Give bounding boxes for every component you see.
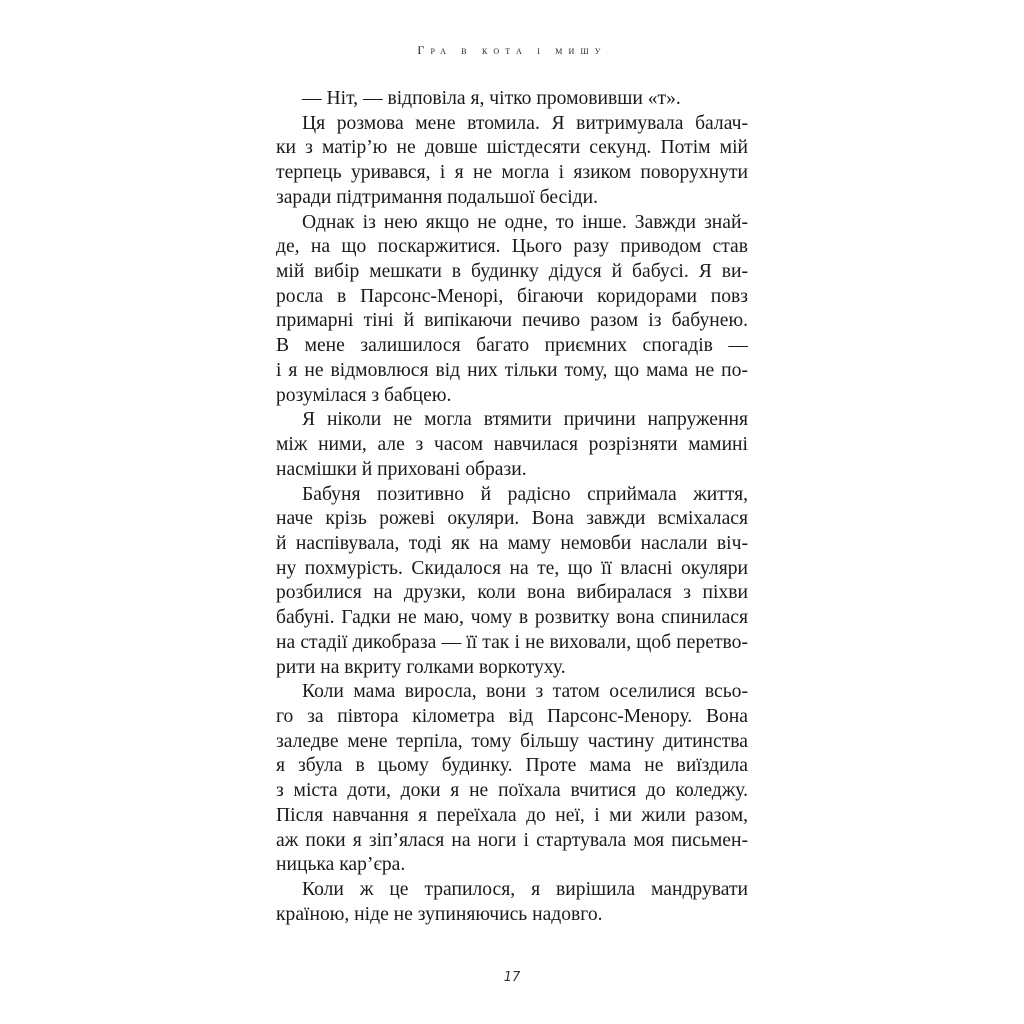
paragraph xyxy=(276,408,748,482)
text-line: бабуні. Гадки не маю, чому в розвитку вона спинилася xyxy=(276,607,748,629)
text-line: го за півтора кілометра від Парсонс-Менору. Вона xyxy=(276,705,748,727)
text-line: росла в Парсонс-Менорі, бігаючи коридорами повз xyxy=(276,285,748,307)
paragraph xyxy=(276,211,748,409)
text-line: — Ніт, — відповіла я, чітко промовивши «т». xyxy=(302,88,681,109)
text-line: Бабуня позитивно й радісно сприймала життя, xyxy=(302,483,748,505)
text-line: я збула в цьому будинку. Проте мама не виїздила xyxy=(276,755,748,777)
text-line: Я ніколи не могла втямити причини напруження xyxy=(302,409,748,431)
text-line: заради підтримання подальшої бесіди. xyxy=(276,186,598,208)
running-head: Гра в кота і мишу xyxy=(417,43,607,57)
text-line: на стадії дикобраза — її так і не виховали, щоб перетво- xyxy=(276,631,748,653)
text-line: Однак із нею якщо не одне, то інше. Завжди знай- xyxy=(302,211,748,233)
text-line: терпець уривався, і я не могла і язиком поворухнути xyxy=(276,162,748,184)
text-line: з міста доти, доки я не поїхала вчитися до коледжу. xyxy=(276,780,748,802)
text-line: де, на що поскаржитися. Цього разу приводом став xyxy=(276,236,748,258)
text-line: В мене залишилося багато приємних спогадів — xyxy=(276,335,748,357)
text-line: розумілася з бабцею. xyxy=(276,384,452,406)
paragraph xyxy=(276,680,748,878)
text-line: ки з матір’ю не довше шістдесяти секунд. Потім мій xyxy=(276,137,748,159)
text-line: мій вибір мешкати в будинку дідуся й бабусі. Я ви- xyxy=(276,261,748,283)
text-line: Коли мама виросла, вони з татом оселилися всьо- xyxy=(302,681,748,703)
text-line: ну похмурість. Скидалося на те, що її власні окуляри xyxy=(276,557,748,579)
paragraph xyxy=(276,112,748,211)
text-line: країною, ніде не зупиняючись надовго. xyxy=(276,903,603,925)
paragraph xyxy=(276,87,748,112)
text-line: між ними, але з часом навчилася розрізняти мамині xyxy=(276,434,748,456)
text-line: Ця розмова мене втомила. Я витримувала балач- xyxy=(302,112,748,134)
paragraph xyxy=(276,483,748,681)
text-line: аж поки я зіп’ялася на ноги і стартувала моя письмен- xyxy=(276,829,748,851)
page-number: 17 xyxy=(503,970,521,985)
text-line: заледве мене терпіла, тому більшу частину дитинства xyxy=(276,730,748,752)
text-line: наче крізь рожеві окуляри. Вона завжди всміхалася xyxy=(276,508,748,530)
text-line: рити на вкриту голками воркотуху. xyxy=(276,656,566,678)
text-line: Коли ж це трапилося, я вирішила мандрувати xyxy=(302,879,748,900)
text-line: насмішки й приховані образи. xyxy=(276,458,527,480)
text-line: і я не відмовлюся від них тільки тому, що мама не по- xyxy=(276,359,748,381)
paragraph xyxy=(276,878,748,927)
text-line: ницька кар’єра. xyxy=(276,854,406,876)
body-text xyxy=(276,87,748,927)
text-line: примарні тіні й випікаючи печиво разом із бабунею. xyxy=(276,310,748,332)
text-line: розбилися на друзки, коли вона вибиралася з піхви xyxy=(276,582,748,604)
text-line: Після навчання я переїхала до неї, і ми жили разом, xyxy=(276,804,748,826)
text-line: й наспівувала, тоді як на маму немовби наслали віч- xyxy=(276,532,748,554)
